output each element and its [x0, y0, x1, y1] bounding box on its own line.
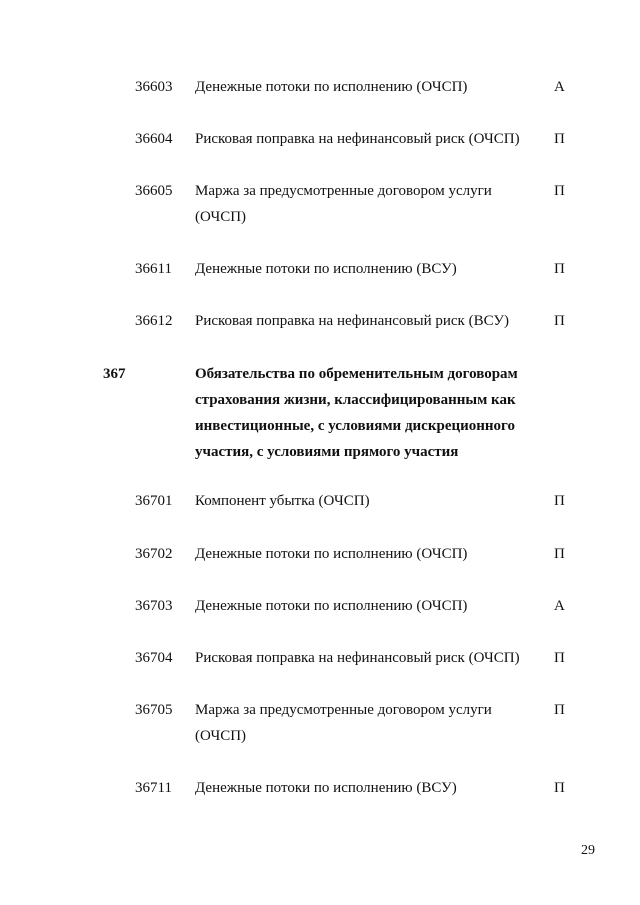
account-description: Компонент убытка (ОЧСП) — [195, 493, 370, 509]
account-description: Рисковая поправка на нефинансовый риск (ОЧСП) — [195, 650, 520, 666]
account-description-line: (ОЧСП) — [195, 728, 247, 744]
account-description-line: (ОЧСП) — [195, 209, 247, 225]
account-type: П — [554, 183, 565, 199]
group-title-line: Обязательства по обременительным договорам — [195, 366, 518, 382]
account-code: 36702 — [135, 546, 173, 562]
account-description: Денежные потоки по исполнению (ОЧСП) — [195, 598, 468, 614]
group-code: 367 — [103, 366, 126, 382]
group-title-line: участия, с условиями прямого участия — [195, 444, 459, 460]
account-description-line: Маржа за предусмотренные договором услуги — [195, 702, 492, 718]
account-code: 36703 — [135, 598, 173, 614]
account-type: П — [554, 780, 565, 796]
account-type: П — [554, 546, 565, 562]
account-description: Денежные потоки по исполнению (ОЧСП) — [195, 546, 468, 562]
group-title-line: страхования жизни, классифицированным как — [195, 392, 516, 408]
account-description: Денежные потоки по исполнению (ОЧСП) — [195, 79, 468, 95]
account-type: П — [554, 261, 565, 277]
account-code: 36705 — [135, 702, 173, 718]
account-description — [195, 697, 535, 749]
account-description: Денежные потоки по исполнению (ВСУ) — [195, 780, 457, 796]
account-type: П — [554, 493, 565, 509]
account-description-line: Маржа за предусмотренные договором услуги — [195, 183, 492, 199]
account-code: 36711 — [135, 780, 172, 796]
account-description: Денежные потоки по исполнению (ВСУ) — [195, 261, 457, 277]
account-description — [195, 178, 535, 230]
account-code: 36611 — [135, 261, 172, 277]
account-description: Рисковая поправка на нефинансовый риск (ВСУ) — [195, 313, 510, 329]
account-code: 36704 — [135, 650, 173, 666]
group-title — [195, 361, 535, 465]
account-type: А — [554, 79, 565, 95]
account-description: Рисковая поправка на нефинансовый риск (ОЧСП) — [195, 131, 520, 147]
account-type: А — [554, 598, 565, 614]
account-type: П — [554, 131, 565, 147]
account-type: П — [554, 702, 565, 718]
account-code: 36604 — [135, 131, 173, 147]
account-code: 36603 — [135, 79, 173, 95]
account-code: 36605 — [135, 183, 173, 199]
account-code: 36701 — [135, 493, 173, 509]
page-number: 29 — [581, 843, 595, 858]
account-code: 36612 — [135, 313, 173, 329]
group-title-line: инвестиционные, с условиями дискреционного — [195, 418, 515, 434]
account-type: П — [554, 313, 565, 329]
account-type: П — [554, 650, 565, 666]
